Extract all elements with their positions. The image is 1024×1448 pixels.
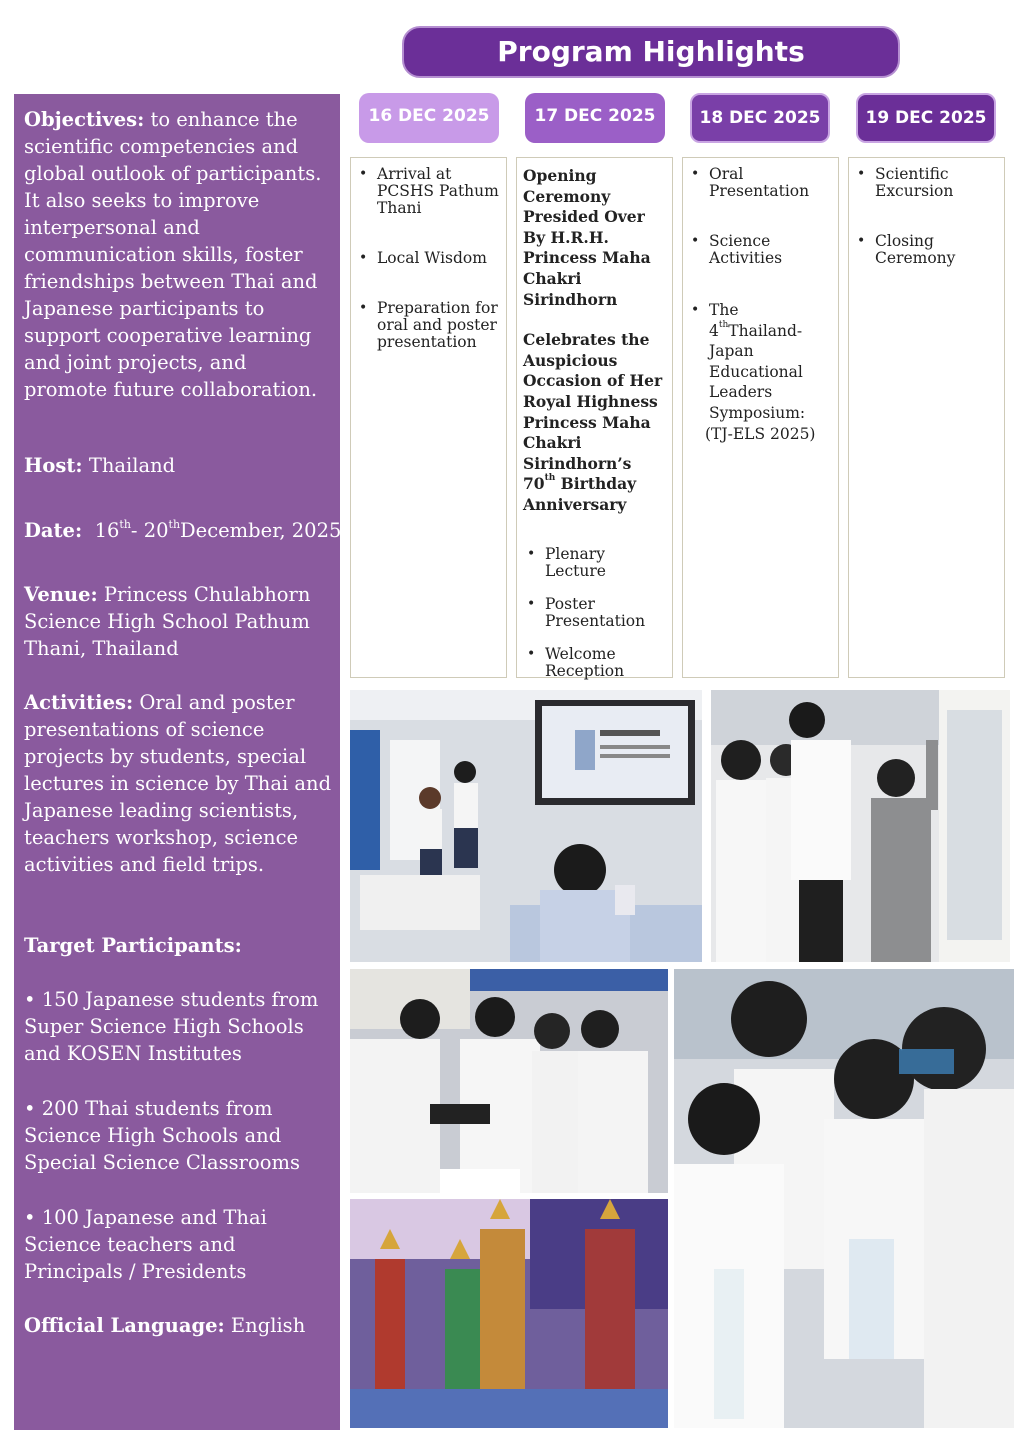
host-section [24,452,332,479]
symposium-lead: The 4 [709,301,739,340]
objectives-text: to enhance the scientific competencies and global outlook of participants. It also seeks to improve interpersonal and communication skills, foster friendships between Thai and Japanese participants to support cooperative learning and joint projects, and promote future collaboration. [24,108,322,401]
date-sup-start: th [119,518,131,531]
venue-section [24,581,332,662]
schedule-item: • Local Wisdom [357,250,500,267]
photo-poster-viewing [711,690,1010,962]
photo-science-activity [674,969,1014,1428]
schedule-item: • Poster Presentation [525,596,666,630]
host-text: Thailand [82,454,176,477]
venue-text: Princess Chulabhorn Science High School Pathum Thani, Thailand [24,583,311,660]
symposium-title: Thailand-Japan Educational Leaders Symposium: [709,321,806,422]
day-pill-19-dec: 19 DEC 2025 [856,93,996,143]
schedule-item: • Closing Ceremony [855,233,998,267]
birthday-number: 70 [523,474,545,494]
schedule-item [689,300,832,424]
date-label: Date: [24,519,83,542]
date-month: December, 2025 [180,519,342,542]
schedule-item: • Oral Presentation [689,166,832,200]
info-sidebar [14,94,340,1430]
page-title: Program Highlights [402,26,900,78]
objectives-label: Objectives: [24,108,145,131]
target-item: • 150 Japanese students from Super Science High Schools and KOSEN Institutes [24,988,319,1065]
day-box-18-dec [682,157,839,678]
symposium-abbreviation: (TJ-ELS 2025) [705,424,816,443]
schedule-item: • Preparation for oral and poster presentation [357,300,500,351]
photo-students-discussion [350,969,668,1193]
day-box-19-dec [848,157,1005,678]
venue-label: Venue: [24,583,98,606]
language-text: English [224,1314,306,1337]
day-pill-16-dec: 16 DEC 2025 [359,93,499,143]
language-label: Official Language: [24,1314,225,1337]
day-box-16-dec [350,157,507,678]
date-start: 16 [94,519,120,542]
activities-text: Oral and poster presentations of science projects by students, special lectures in science by Thai and Japanese leading scientists, teachers workshop, science activities and field trips. [24,691,332,876]
activities-section [24,689,332,878]
date-end: - 20 [130,519,169,542]
schedule-item: • Science Activities [689,233,832,267]
schedule-item: • Welcome Reception [525,646,666,680]
opening-ceremony-text: Opening Ceremony Presided Over By H.R.H. Princess Maha Chakri Sirindhorn [523,166,651,309]
schedule-item: • Scientific Excursion [855,166,998,200]
birthday-sup: th [544,473,556,484]
birthday-tail: Birthday Anniversary [523,474,637,514]
day-pill-18-dec: 18 DEC 2025 [690,93,830,143]
date-sup-end: th [168,518,181,531]
activities-label: Activities: [24,691,134,714]
day-pill-17-dec: 17 DEC 2025 [525,93,665,143]
target-label: Target Participants: [24,934,242,957]
photo-oral-presentation [350,690,702,962]
symposium-sup: th [718,319,729,330]
language-section [24,1312,332,1339]
date-section [24,517,342,544]
schedule-item: • Plenary Lecture [525,546,666,580]
target-section [24,932,332,959]
objectives-section [24,106,332,403]
target-item: • 200 Thai students from Science High Schools and Special Science Classrooms [24,1097,300,1174]
host-label: Host: [24,454,83,477]
target-item: • 100 Japanese and Thai Science teachers and Principals / Presidents [24,1206,267,1283]
photo-thai-dance [350,1199,668,1428]
schedule-item: • Arrival at PCSHS Pathum Thani [357,166,500,217]
day-box-17-dec [516,157,673,678]
birthday-celebration-lead: Celebrates the Auspicious Occasion of Her Royal Highness Princess Maha Chakri Sirindhorn’s [523,330,663,473]
birthday-celebration-text [523,330,666,515]
